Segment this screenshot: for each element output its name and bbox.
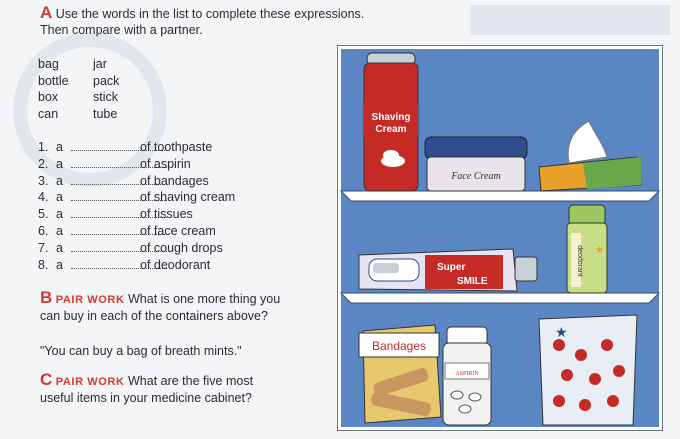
expression-text: of tissues xyxy=(140,207,193,222)
toothpaste-label-2: SMILE xyxy=(457,276,488,287)
word-list-item: stick xyxy=(93,90,118,105)
expression-article: a xyxy=(56,156,63,171)
expression-article: a xyxy=(56,173,63,188)
section-a-instruction-line1: Use the words in the list to complete these expressions. xyxy=(55,7,365,21)
word-list-column-2 xyxy=(93,56,119,122)
section-c-text-line1: What are the five most xyxy=(128,374,254,388)
section-a-instructions xyxy=(40,5,370,38)
cough-drops-bag xyxy=(539,315,637,425)
section-c-letter: C xyxy=(40,370,53,389)
section-c-text-line2: useful items in your medicine cabinet? xyxy=(40,391,252,405)
word-list-item: bag xyxy=(38,57,59,71)
word-list-item: can xyxy=(38,106,59,121)
word-list-item: box xyxy=(38,90,59,105)
expression-article: a xyxy=(56,190,63,205)
section-b-text-line1: What is one more thing you xyxy=(128,292,281,306)
expression-article: a xyxy=(56,223,63,238)
face-cream-jar xyxy=(425,137,527,191)
section-b-letter: B xyxy=(40,288,53,307)
expression-number: 3. xyxy=(38,173,49,188)
expression-number: 2. xyxy=(38,156,49,171)
expression-text: of toothpaste xyxy=(140,140,213,154)
shaving-label-1: Shaving xyxy=(371,112,411,123)
expression-number: 8. xyxy=(38,257,49,272)
expression-text: of shaving cream xyxy=(140,190,236,205)
toothpaste-label-1: Super xyxy=(437,262,466,273)
word-list-item: pack xyxy=(93,73,120,88)
toothpaste-tube xyxy=(359,249,537,291)
section-a-instruction-line2: Then compare with a partner. xyxy=(40,23,203,37)
star-icon: ★ xyxy=(555,324,568,340)
bandages-label: Bandages xyxy=(371,339,427,353)
expression-article: a xyxy=(56,140,63,154)
expression-number: 1. xyxy=(38,140,49,154)
shaving-cream-can xyxy=(364,53,418,191)
star-icon: ★ xyxy=(595,245,604,256)
expression-text: of cough drops xyxy=(140,240,223,255)
shelf xyxy=(341,191,659,201)
deodorant-label: deodorant xyxy=(576,245,583,277)
section-b-label: PAIR WORK xyxy=(55,294,125,306)
word-list-column-1 xyxy=(38,56,69,122)
expression-number: 4. xyxy=(38,190,49,205)
section-c xyxy=(40,372,340,406)
expression-number: 7. xyxy=(38,240,49,255)
word-list-item: jar xyxy=(93,57,107,71)
section-b-example: "You can buy a bag of breath mints." xyxy=(40,344,242,358)
expression-article: a xyxy=(56,207,63,222)
expression-number: 5. xyxy=(38,207,49,222)
word-list-item: tube xyxy=(93,106,118,121)
expression-text: of deodorant xyxy=(140,257,211,272)
aspirin-label: ASPIRIN xyxy=(455,371,479,377)
section-a-letter: A xyxy=(40,3,53,22)
section-c-label: PAIR WORK xyxy=(55,376,125,388)
section-b-text-line2: can buy in each of the containers above? xyxy=(40,309,268,323)
expression-number: 6. xyxy=(38,223,49,238)
expression-text: of face cream xyxy=(140,223,216,238)
expression-article: a xyxy=(56,240,63,255)
aspirin-bottle xyxy=(443,327,491,425)
expression-text: of bandages xyxy=(140,173,209,188)
face-cream-label: Face Cream xyxy=(451,171,501,182)
shaving-label-2: Cream xyxy=(375,124,407,135)
expression-text: of aspirin xyxy=(140,156,191,171)
expression-article: a xyxy=(56,257,63,272)
shelf xyxy=(341,293,659,303)
bandages-box xyxy=(359,325,441,423)
word-list-item: bottle xyxy=(38,73,69,88)
medicine-cabinet-illustration xyxy=(337,45,663,431)
section-b xyxy=(40,290,340,324)
deodorant-stick xyxy=(567,205,607,293)
